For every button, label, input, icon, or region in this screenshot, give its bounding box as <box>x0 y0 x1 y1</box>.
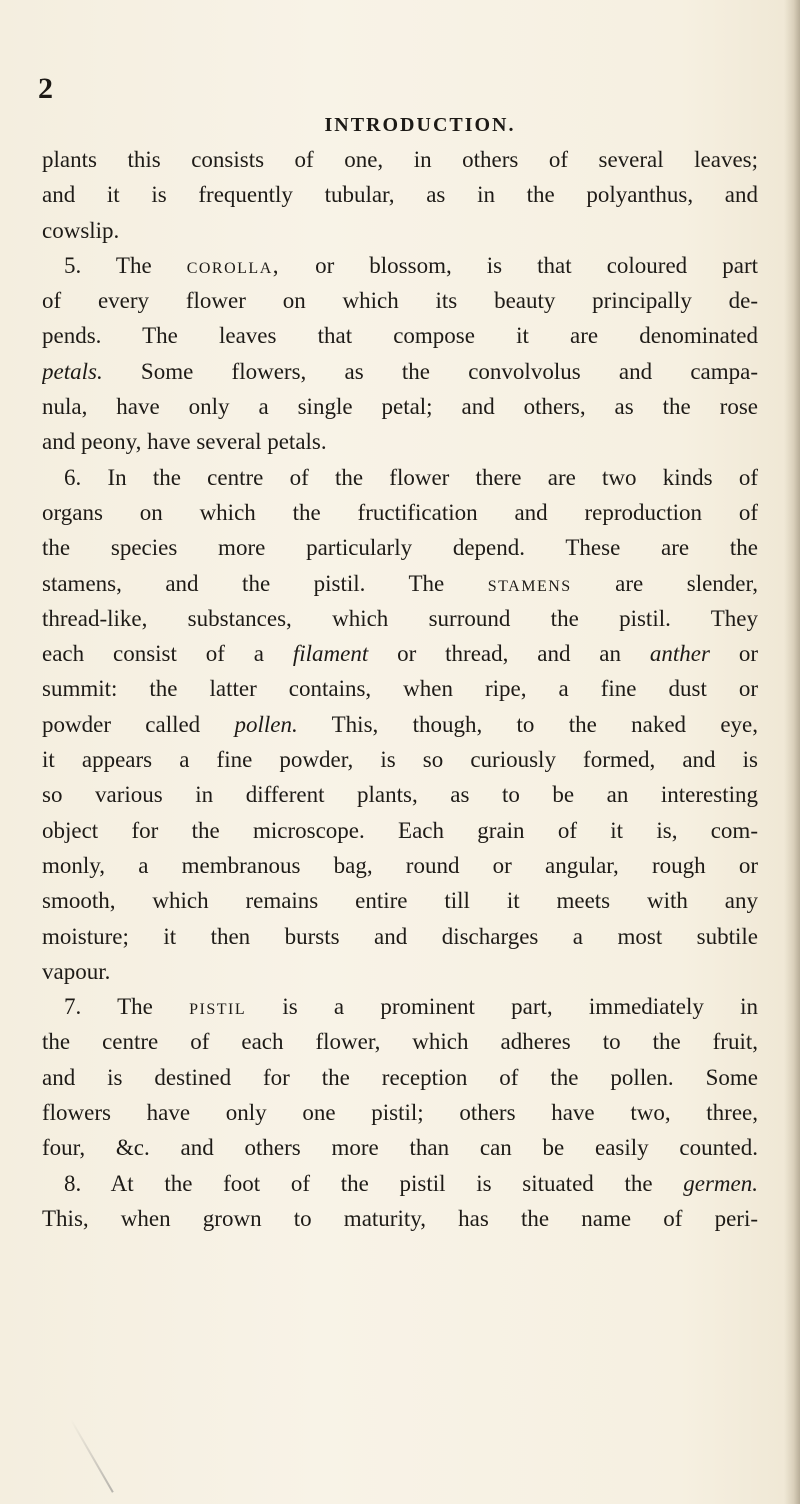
text-line: thread-like, substances, which surround the pistil. They <box>42 605 758 631</box>
text-line: summit: the latter contains, when ripe, a fine dust or <box>42 676 758 702</box>
text-line: monly, a membranous bag, round or angular, rough or <box>42 852 758 878</box>
text-line: flowers have only one pistil; others have two, three, <box>42 1100 758 1126</box>
text-line: moisture; it then bursts and discharges a most subtile <box>42 923 758 949</box>
text-line: powder called pollen. This, though, to the naked eye, <box>42 711 758 737</box>
text-line: the species more particularly depend. These are the <box>42 535 758 561</box>
text-line: four, &c. and others more than can be easily counted. <box>42 1135 758 1161</box>
text-line: and peony, have several petals. <box>42 429 327 455</box>
body-text <box>42 142 758 1236</box>
text-line: it appears a fine powder, is so curiously formed, and is <box>42 747 758 773</box>
term-petals: petals. <box>42 358 103 384</box>
text-line: organs on which the fructification and reproduction of <box>42 499 758 525</box>
term-corolla: corolla, <box>186 252 281 278</box>
pencil-mark <box>70 1419 114 1493</box>
text-line: object for the microscope. Each grain of it is, com- <box>42 817 758 843</box>
page-edge-shadow <box>784 0 800 1504</box>
text-line: 6. In the centre of the flower there are two kinds of <box>64 464 758 490</box>
text-line: nula, have only a single petal; and others, as the rose <box>42 394 758 420</box>
page-header <box>0 72 800 136</box>
text-line: and is destined for the reception of the pollen. Some <box>42 1064 758 1090</box>
text-line: 8. At the foot of the pistil is situated the germen. <box>64 1170 758 1196</box>
text-line: vapour. <box>42 958 111 984</box>
text-line: each consist of a filament or thread, and an anther or <box>42 641 758 667</box>
text-line: cowslip. <box>42 217 120 243</box>
text-line: stamens, and the pistil. The stamens are slender, <box>42 570 758 596</box>
term-anther: anther <box>649 641 710 667</box>
term-stamens: stamens <box>487 570 572 596</box>
term-pollen: pollen. <box>234 711 298 737</box>
text-line: plants this consists of one, in others of several leaves; <box>42 147 758 172</box>
running-head: INTRODUCTION. <box>324 114 516 136</box>
page-number: 2 <box>38 72 53 105</box>
text-line: of every flower on which its beauty principally de- <box>42 288 758 314</box>
text-line: petals. Some flowers, as the convolvolus and campa- <box>42 358 758 384</box>
text-line: pends. The leaves that compose it are denominated <box>42 323 758 349</box>
text-line: so various in different plants, as to be an interesting <box>42 782 758 808</box>
term-filament: filament <box>292 641 369 667</box>
term-germen: germen. <box>683 1170 758 1196</box>
text-line: the centre of each flower, which adheres to the fruit, <box>42 1029 758 1055</box>
text-line: 5. The corolla, or blossom, is that coloured part <box>64 252 758 278</box>
text-line: smooth, which remains entire till it meets with any <box>42 888 758 914</box>
text-line: This, when grown to maturity, has the name of peri- <box>42 1205 758 1231</box>
term-pistil: pistil <box>189 994 247 1020</box>
text-line: 7. The pistil is a prominent part, immediately in <box>64 994 758 1020</box>
text-line: and it is frequently tubular, as in the polyanthus, and <box>42 182 758 208</box>
